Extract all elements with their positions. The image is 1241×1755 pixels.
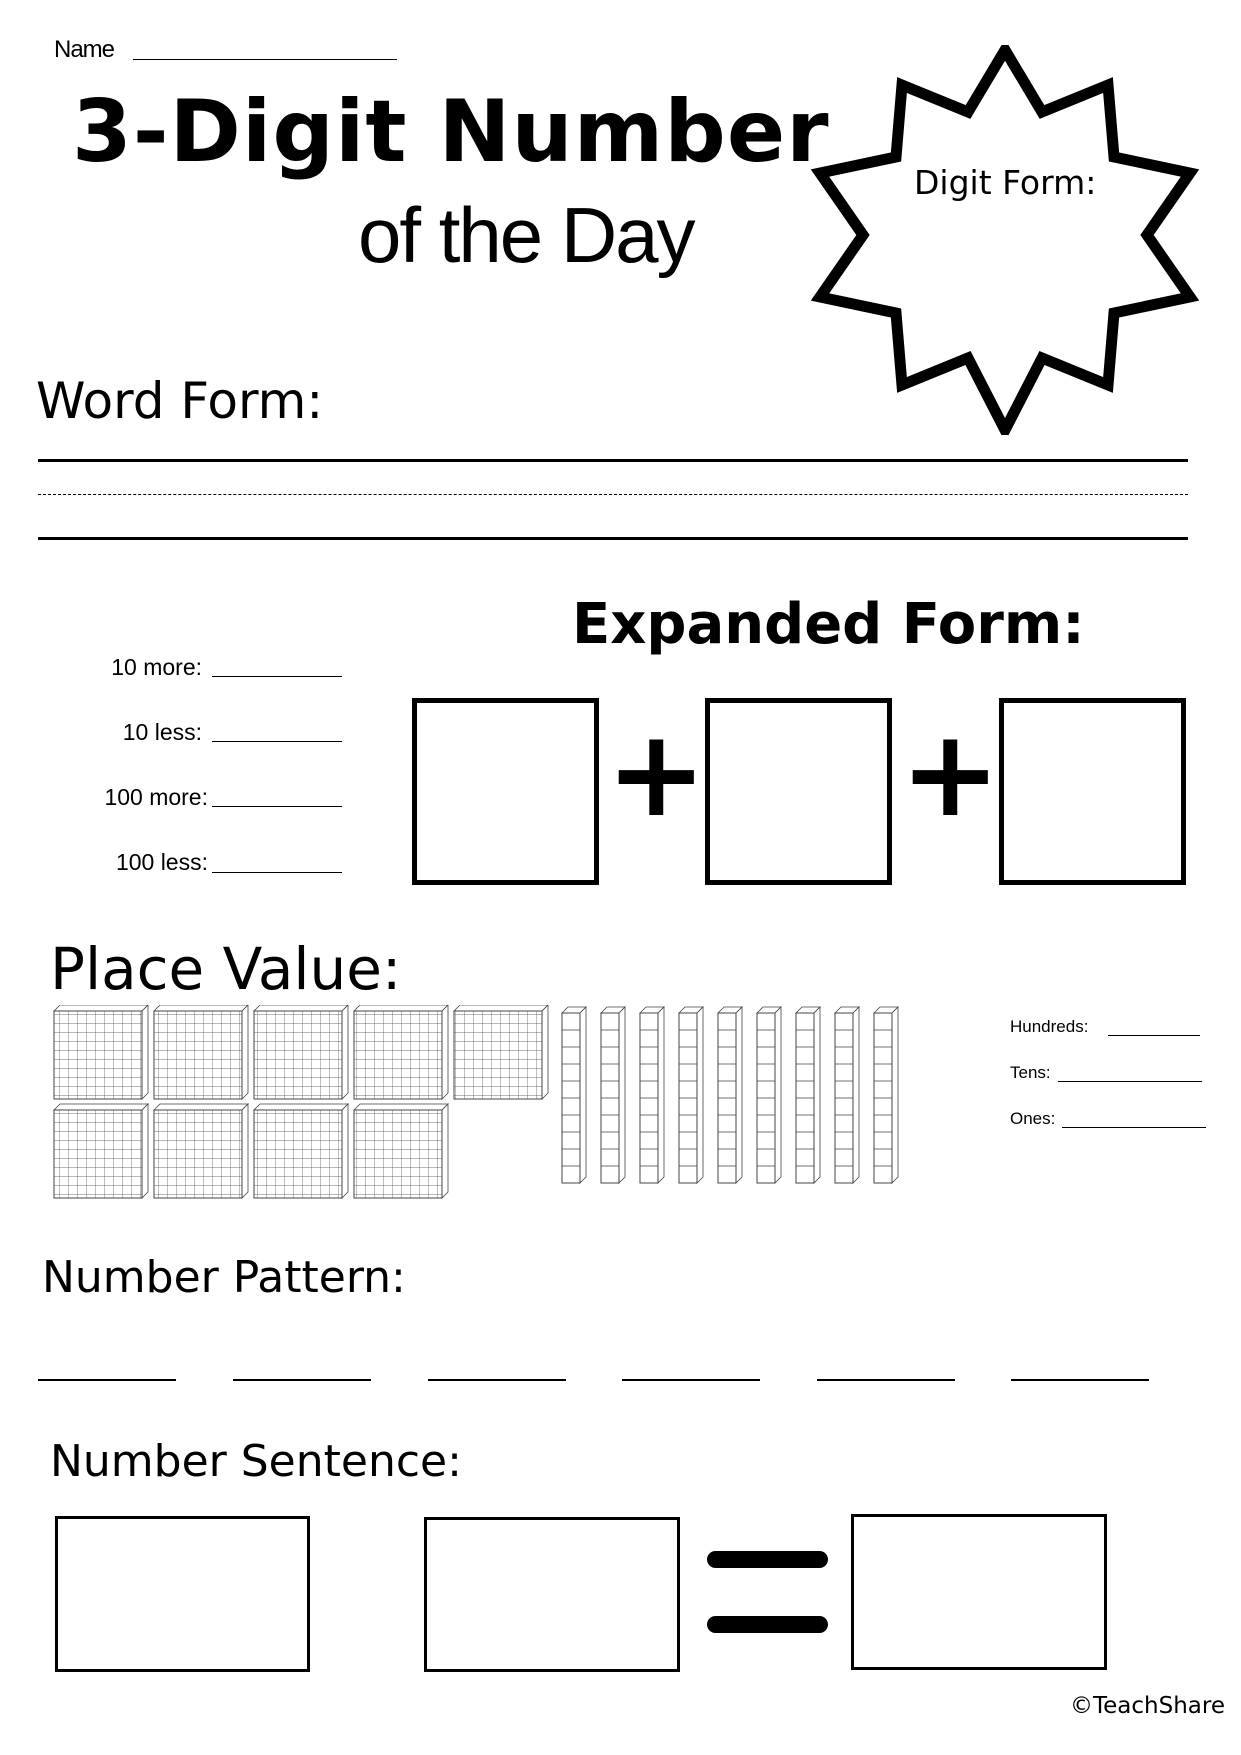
hundreds-field[interactable] [1108, 1035, 1200, 1036]
page-title: 3-Digit Number [72, 82, 830, 182]
digit-form-label: Digit Form: [914, 163, 1097, 202]
plus-sign: + [606, 705, 707, 844]
hundreds-block [54, 1005, 148, 1099]
hundred-less-label: 100 less: [115, 849, 208, 875]
hundreds-block [354, 1104, 448, 1198]
word-form-line-middle [38, 494, 1188, 495]
ones-label: Ones: [1010, 1109, 1056, 1128]
pattern-blank[interactable] [233, 1379, 371, 1381]
hundreds-block [154, 1005, 248, 1099]
hundreds-block [254, 1104, 348, 1198]
pattern-blank[interactable] [1011, 1379, 1149, 1381]
base-ten-blocks [50, 1005, 930, 1205]
tens-rod [640, 1007, 664, 1183]
tens-rod [601, 1007, 625, 1183]
pattern-blank[interactable] [622, 1379, 760, 1381]
hundreds-label: Hundreds: [1010, 1017, 1089, 1036]
ten-less-field[interactable] [212, 741, 342, 742]
tens-rod [757, 1007, 781, 1183]
sentence-box-1[interactable] [55, 1516, 310, 1672]
equals-sign [707, 1551, 828, 1633]
tens-rod [874, 1007, 898, 1183]
hundreds-block [254, 1005, 348, 1099]
tens-field[interactable] [1058, 1081, 1202, 1082]
equals-bar-bottom [707, 1616, 828, 1633]
tens-rod [562, 1007, 586, 1183]
tens-rod [679, 1007, 703, 1183]
tens-rod [718, 1007, 742, 1183]
tens-rod [796, 1007, 820, 1183]
ten-less-label: 10 less: [122, 719, 202, 745]
sentence-box-2[interactable] [424, 1517, 680, 1672]
equals-bar-top [707, 1551, 828, 1568]
copyright-text: ©TeachShare [1070, 1693, 1225, 1719]
ten-more-label: 10 more: [111, 654, 202, 680]
number-pattern-heading: Number Pattern: [42, 1252, 406, 1303]
number-sentence-heading: Number Sentence: [50, 1436, 462, 1487]
digit-form-starburst [810, 45, 1200, 435]
pattern-blank[interactable] [428, 1379, 566, 1381]
name-field[interactable] [133, 59, 397, 60]
hundred-less-field[interactable] [212, 872, 342, 873]
pattern-blank[interactable] [38, 1379, 176, 1381]
hundred-more-field[interactable] [212, 806, 342, 807]
hundred-more-label: 100 more: [104, 784, 208, 810]
hundreds-block [154, 1104, 248, 1198]
ones-field[interactable] [1062, 1127, 1206, 1128]
plus-sign: + [900, 705, 1001, 844]
word-form-line-bottom[interactable] [38, 537, 1188, 540]
name-label: Name [54, 36, 115, 63]
expanded-ones-box[interactable] [999, 698, 1186, 885]
expanded-hundreds-box[interactable] [412, 698, 599, 885]
expanded-form-heading: Expanded Form: [572, 592, 1085, 657]
place-value-heading: Place Value: [50, 935, 402, 1003]
starburst-shape [820, 50, 1190, 430]
pattern-blank[interactable] [817, 1379, 955, 1381]
page-subtitle: of the Day [358, 191, 694, 279]
word-form-heading: Word Form: [36, 372, 324, 430]
ten-more-field[interactable] [212, 676, 342, 677]
expanded-tens-box[interactable] [705, 698, 892, 885]
hundreds-block [54, 1104, 148, 1198]
hundreds-block [454, 1005, 548, 1099]
hundreds-block [354, 1005, 448, 1099]
tens-label: Tens: [1010, 1063, 1051, 1082]
tens-rod [835, 1007, 859, 1183]
word-form-line-top[interactable] [38, 459, 1188, 462]
sentence-box-3[interactable] [851, 1514, 1107, 1670]
